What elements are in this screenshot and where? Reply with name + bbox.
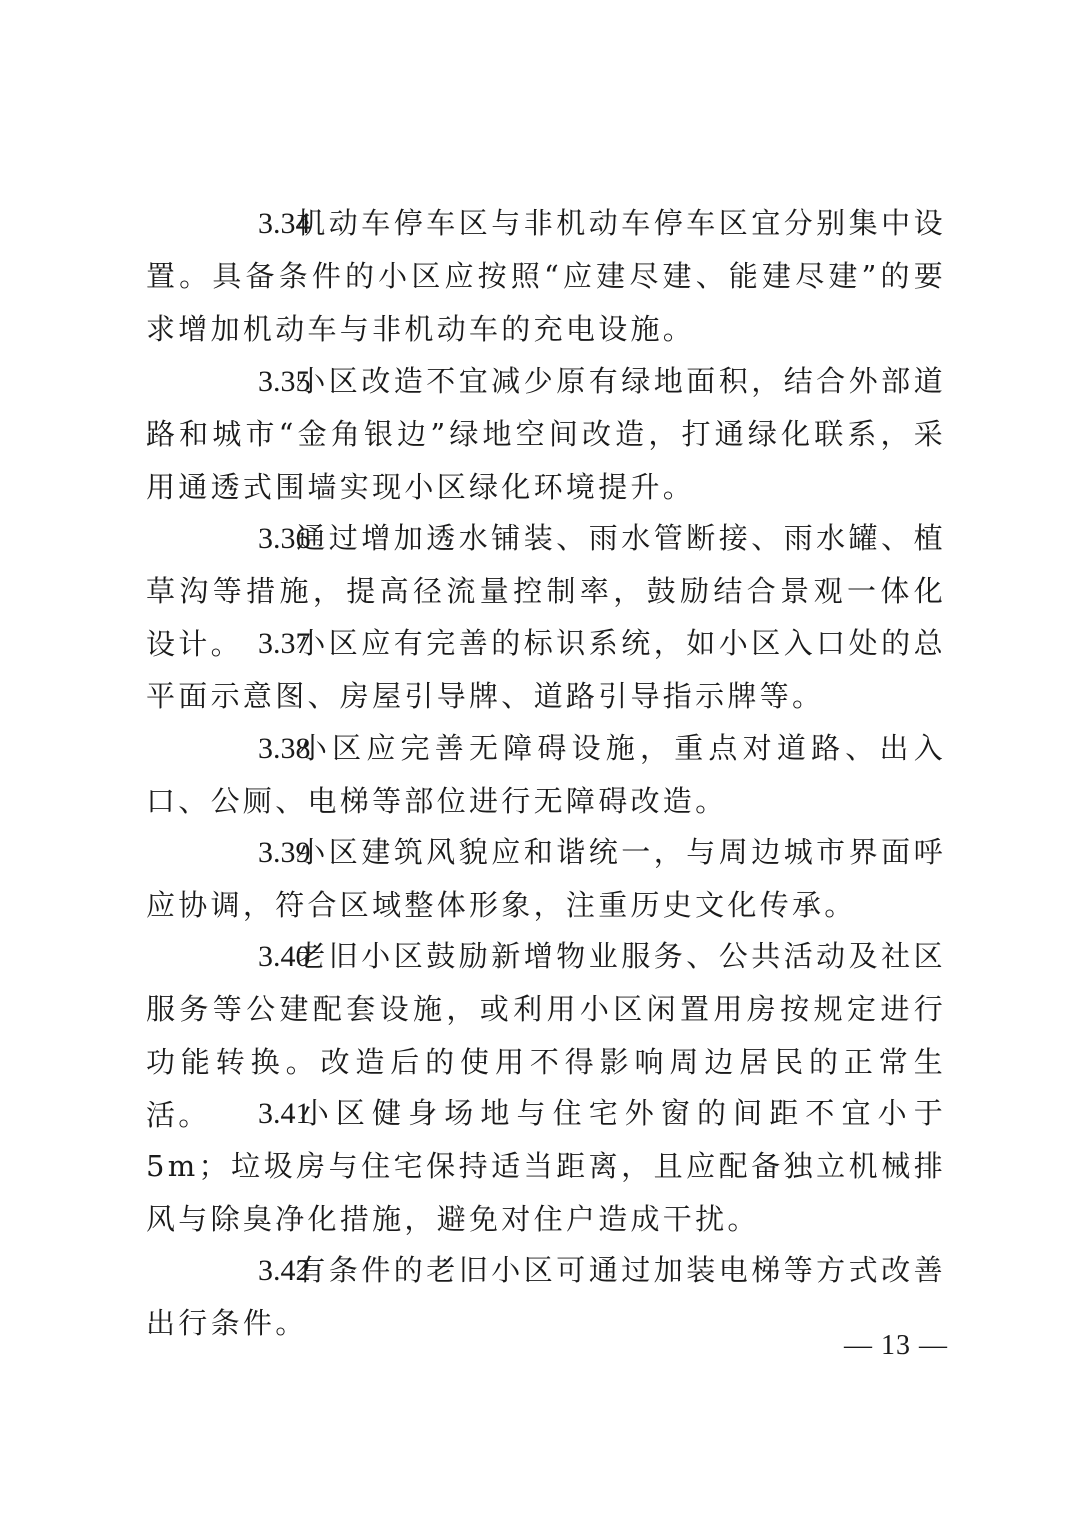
clause-number: 3.38: [258, 732, 311, 765]
clause-number: 3.39: [258, 836, 311, 869]
clause-text: 老旧小区鼓励新增物业服务、公共活动及社区服务等公建配套设施，或利用小区闲置用房按规定进行功能转换。改造后的使用不得影响周边居民的正常生活。: [146, 939, 946, 1132]
clause-number: 3.34: [258, 207, 311, 240]
clause-number: 3.35: [258, 365, 311, 398]
clause-text: 有条件的老旧小区可通过加装电梯等方式改善出行条件。: [146, 1253, 946, 1340]
clause-number: 3.37: [258, 627, 311, 660]
page-number: — 13 —: [844, 1330, 948, 1361]
clause-3-39: [146, 826, 946, 932]
clause-number: 3.42: [258, 1254, 311, 1287]
clause-text: 小区改造不宜减少原有绿地面积，结合外部道路和城市“金角银边”绿地空间改造，打通绿化联系，采用通透式围墙实现小区绿化环境提升。: [146, 364, 946, 504]
clause-text: 小区建筑风貌应和谐统一，与周边城市界面呼应协调，符合区域整体形象，注重历史文化传承。: [146, 835, 946, 922]
clause-3-34: [146, 197, 946, 356]
clause-3-37: [146, 617, 946, 723]
clause-3-42: [146, 1244, 946, 1350]
clause-number: 3.41: [258, 1097, 311, 1130]
clause-number: 3.40: [258, 940, 311, 973]
clause-3-38: [146, 722, 946, 828]
clause-text: 小区应完善无障碍设施，重点对道路、出入口、公厕、电梯等部位进行无障碍改造。: [146, 731, 946, 818]
clause-3-35: [146, 355, 946, 514]
clause-number: 3.36: [258, 522, 311, 555]
clause-text: 机动车停车区与非机动车停车区宜分别集中设置。具备条件的小区应按照“应建尽建、能建尽建”的要求增加机动车与非机动车的充电设施。: [146, 206, 946, 346]
clause-text: 小区应有完善的标识系统，如小区入口处的总平面示意图、房屋引导牌、道路引导指示牌等。: [146, 626, 946, 713]
clause-text: 小区健身场地与住宅外窗的间距不宜小于5m；垃圾房与住宅保持适当距离，且应配备独立机械排风与除臭净化措施，避免对住户造成干扰。: [146, 1096, 946, 1236]
clause-3-41: [146, 1087, 946, 1246]
clause-text: 通过增加透水铺装、雨水管断接、雨水罐、植草沟等措施，提高径流量控制率，鼓励结合景观一体化设计。: [146, 521, 946, 661]
